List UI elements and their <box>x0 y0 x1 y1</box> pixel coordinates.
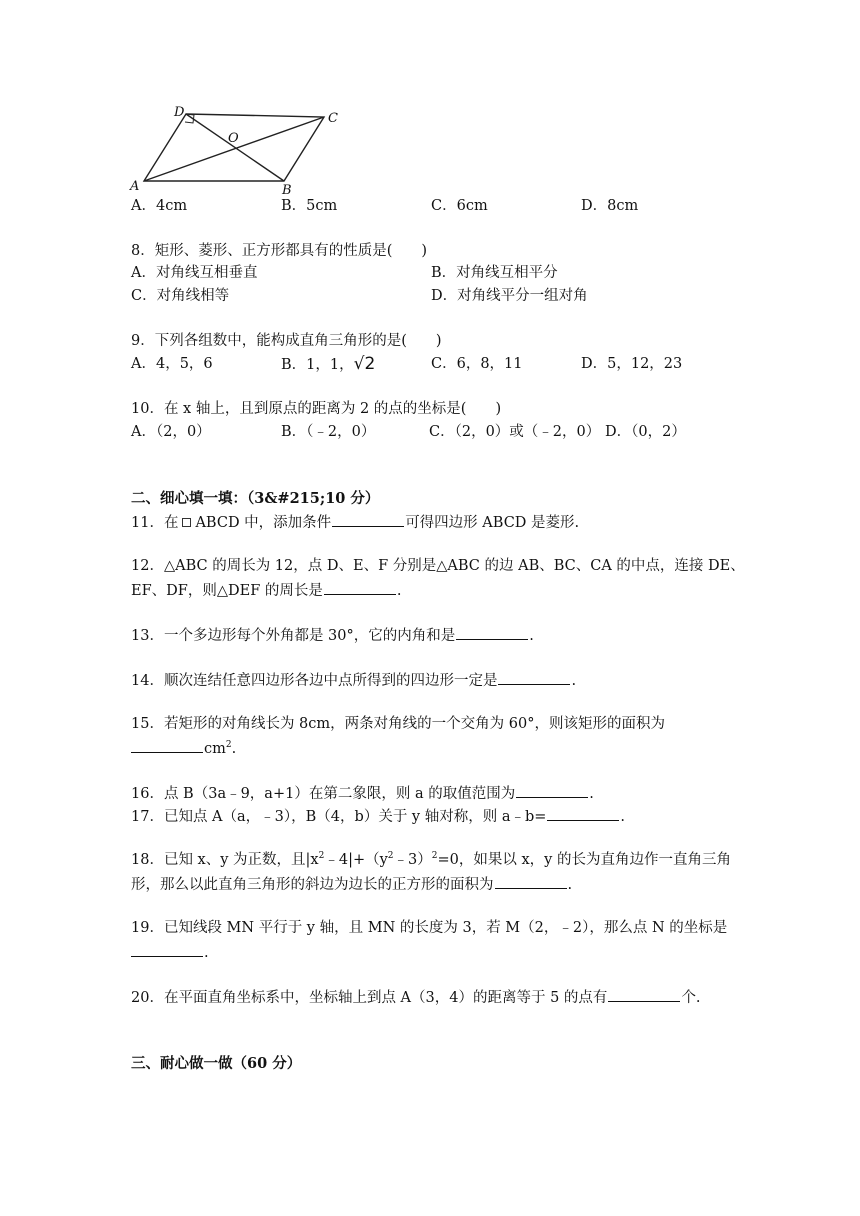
q18-s2: 2 <box>387 851 394 861</box>
label-c: C <box>328 111 338 126</box>
q8-stem: 8．矩形、菱形、正方形都具有的性质是( ) <box>131 243 428 259</box>
q18-line2 <box>131 874 572 894</box>
q16 <box>131 783 594 803</box>
q12-line2 <box>131 580 401 600</box>
label-b: B <box>282 183 292 194</box>
q15-line1: 15．若矩形的对角线长为 8cm，两条对角线的一个交角为 60°，则该矩形的面积为 <box>131 716 665 732</box>
q17-blank[interactable] <box>547 806 619 821</box>
q9-option-c: C．6，8，11 <box>431 356 523 372</box>
q7-option-c: C．6cm <box>431 198 488 214</box>
q18-p1: 18．已知 x、y 为正数，且|x <box>131 852 319 868</box>
q16-blank[interactable] <box>516 783 588 798</box>
q10-option-b: B．（﹣2，0） <box>281 424 376 440</box>
q9-option-d: D．5，12，23 <box>581 356 683 372</box>
q7-option-d: D．8cm <box>581 198 639 214</box>
q17 <box>131 806 625 826</box>
q7-option-a: A．4cm <box>131 198 188 214</box>
sqrt-two: √2 <box>353 354 376 374</box>
q20-pre: 20．在平面直角坐标系中，坐标轴上到点 A（3，4）的距离等于 5 的点有 <box>131 990 608 1006</box>
q10-stem: 10．在 x 轴上，且到原点的距离为 2 的点的坐标是( ) <box>131 401 502 417</box>
q18-blank[interactable] <box>495 874 567 889</box>
q14-pre: 14．顺次连结任意四边形各边中点所得到的四边形一定是 <box>131 673 498 689</box>
q12-line1: 12．△ABC 的周长为 12，点 D、E、F 分别是△ABC 的边 AB、BC、CA 的中点，连接 DE、 <box>131 558 745 574</box>
q17-pre: 17．已知点 A（a，﹣3），B（4，b）关于 y 轴对称，则 a﹣b= <box>131 809 547 825</box>
q9-stem: 9．下列各组数中，能构成直角三角形的是( ) <box>131 333 442 349</box>
q14-blank[interactable] <box>498 670 570 685</box>
q17-post: . <box>620 809 626 825</box>
q18-p4: =0，如果以 x，y 的长为直角边作一直角三角 <box>437 852 731 868</box>
q14-post: . <box>571 673 577 689</box>
q12-line2-post: . <box>396 583 402 599</box>
section-3-title: 三、耐心做一做（60 分） <box>131 1055 302 1072</box>
q15-unit: cm <box>204 741 226 757</box>
q9-option-a: A．4，5，6 <box>131 356 213 372</box>
q18-s1: 2 <box>318 851 325 861</box>
label-o: O <box>228 131 239 146</box>
section-2-title: 二、细心填一填：（3&#215;10 分） <box>131 490 380 507</box>
q19-blank[interactable] <box>131 942 203 957</box>
q10-option-a: A．（2，0） <box>131 424 211 440</box>
q19-post: . <box>204 945 209 961</box>
q20-post: 个. <box>681 990 701 1006</box>
q18-p2: ﹣4|+（y <box>324 852 388 868</box>
q10-option-c: C．（2，0）或（﹣2，0） <box>429 424 601 440</box>
q13-pre: 13．一个多边形每个外角都是 30°，它的内角和是 <box>131 628 456 644</box>
label-a: A <box>130 179 140 194</box>
q16-post: . <box>589 786 594 802</box>
q19-line1: 19．已知线段 MN 平行于 y 轴，且 MN 的长度为 3，若 M（2，﹣2），那么点 N 的坐标是 <box>131 920 728 936</box>
q14 <box>131 670 576 690</box>
parallelogram-symbol-icon <box>182 518 191 527</box>
parallelogram-figure <box>124 104 344 194</box>
q9-option-b <box>281 355 375 374</box>
q10-option-d: D．（0，2） <box>605 424 686 440</box>
q11-pre: 11．在 <box>131 515 179 531</box>
q7-option-b: B．5cm <box>281 198 338 214</box>
q15-post: . <box>231 741 237 757</box>
q12-blank[interactable] <box>324 580 396 595</box>
q13 <box>131 625 534 645</box>
q8-option-b: B．对角线互相平分 <box>431 265 558 281</box>
q20-blank[interactable] <box>608 987 680 1002</box>
q8-option-c: C．对角线相等 <box>131 288 230 304</box>
q15-line2 <box>131 738 236 758</box>
q8-option-d: D．对角线平分一组对角 <box>431 288 588 304</box>
q18-p3: ﹣3） <box>393 852 432 868</box>
q18-line2-pre: 形，那么以此直角三角形的斜边为边长的正方形的面积为 <box>131 877 494 893</box>
q18-line2-post: . <box>567 877 573 893</box>
q20 <box>131 987 701 1007</box>
label-d: D <box>174 105 185 120</box>
q11-mid: ABCD 中，添加条件 <box>195 515 332 531</box>
q11 <box>131 512 579 532</box>
q11-blank[interactable] <box>332 512 404 527</box>
q8-option-a: A．对角线互相垂直 <box>131 265 258 281</box>
q18-s3: 2 <box>431 851 438 861</box>
q9-option-b-text: B．1，1， <box>281 357 354 373</box>
q15-sup: 2 <box>225 740 232 750</box>
q11-post: 可得四边形 ABCD 是菱形. <box>405 515 580 531</box>
q15-blank[interactable] <box>131 738 203 753</box>
q13-post: . <box>529 628 534 644</box>
q12-line2-pre: EF、DF，则△DEF 的周长是 <box>131 583 323 599</box>
q16-pre: 16．点 B（3a﹣9，a+1）在第二象限，则 a 的取值范围为 <box>131 786 516 802</box>
q13-blank[interactable] <box>456 625 528 640</box>
q18-line1 <box>131 851 731 869</box>
q19-line2 <box>131 942 209 962</box>
